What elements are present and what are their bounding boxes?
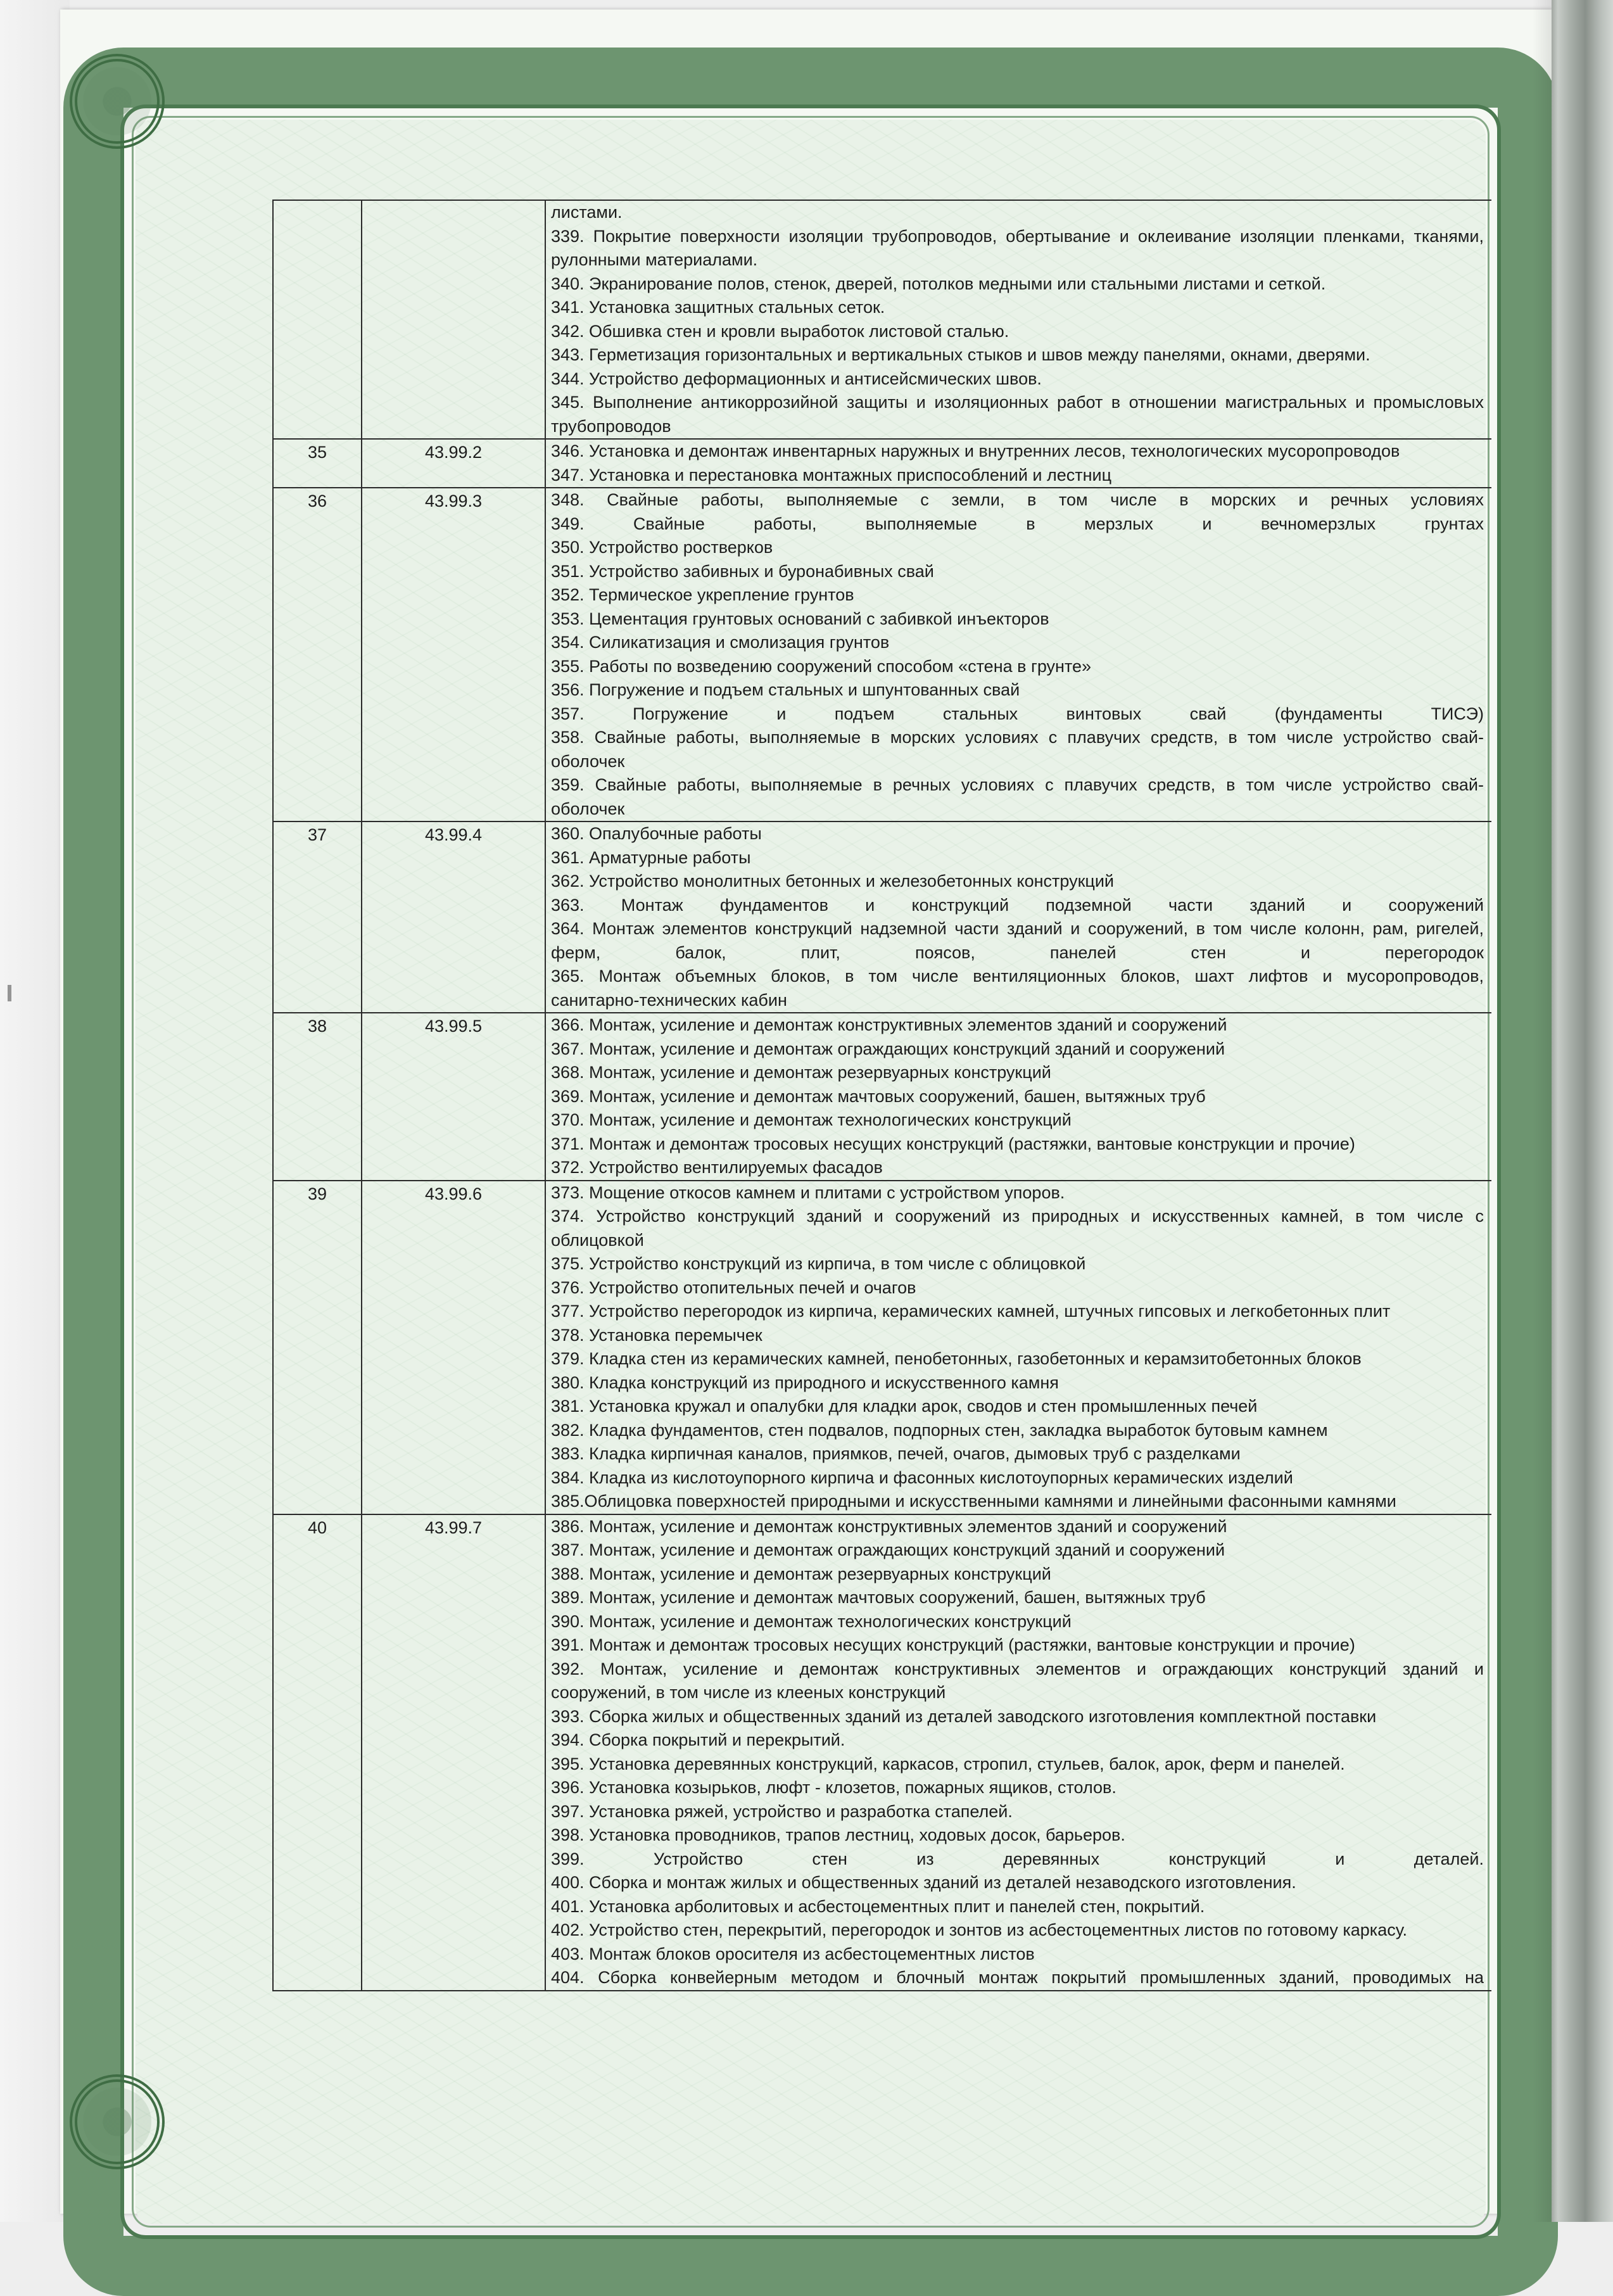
work-type-line: 375. Устройство конструкций из кирпича, в том числе с облицовкой: [551, 1254, 1086, 1273]
work-type-line: 358. Свайные работы, выполняемые в морских условиях с плавучих средств, в том числе устройство свай-: [551, 728, 1484, 747]
work-type-line: трубопроводов: [551, 416, 671, 436]
work-type-line: 343. Герметизация горизонтальных и вертикальных стыков и швов между панелями, окнами, дверями.: [551, 345, 1370, 364]
row-number: 36: [307, 492, 327, 511]
work-type-line: 350. Устройство ростверков: [551, 538, 773, 557]
work-type-line: санитарно-технических кабин: [551, 990, 787, 1010]
table-row: [273, 488, 1491, 821]
work-type-line: 352. Термическое укрепление грунтов: [551, 585, 854, 604]
table-row: [273, 439, 1491, 488]
work-type-line: 377. Устройство перегородок из кирпича, керамических камней, штучных гипсовых и легкобетонных плит: [551, 1302, 1391, 1321]
work-type-line: 354. Силикатизация и смолизация грунтов: [551, 633, 890, 652]
work-type-line: 384. Кладка из кислотоупорного кирпича и фасонных кислотоупорных керамических изделий: [551, 1468, 1293, 1487]
work-type-line: 403. Монтаж блоков оросителя из асбестоцементных листов: [551, 1944, 1035, 1963]
work-type-line: листами.: [551, 203, 623, 222]
work-type-line: 380. Кладка конструкций из природного и искусственного камня: [551, 1373, 1059, 1392]
work-type-line: 379. Кладка стен из керамических камней, пенобетонных, газобетонных и керамзитобетонных блоков: [551, 1349, 1362, 1368]
work-type-line: 388. Монтаж, усиление и демонтаж резервуарных конструкций: [551, 1564, 1051, 1583]
okved-code-cell: [362, 1181, 545, 1514]
work-type-line: 361. Арматурные работы: [551, 847, 751, 867]
works-table-body: [273, 200, 1491, 1991]
work-type-line: 373. Мощение откосов камнем и плитами с устройством упоров.: [551, 1183, 1065, 1202]
work-type-line: 339. Покрытие поверхности изоляции трубопроводов, обертывание и оклеивание изоляции пленками, тканями,: [551, 226, 1484, 246]
work-type-line: 355. Работы по возведению сооружений способом «стена в грунте»: [551, 656, 1092, 676]
work-type-line: 365. Монтаж объемных блоков, в том числе вентиляционных блоков, шахт лифтов и мусоропроводов,: [551, 967, 1484, 986]
work-type-line: 348. Свайные работы, выполняемые с земли, в том числе в морских и речных условиях: [551, 490, 1484, 509]
work-type-line: 351. Устройство забивных и буронабивных свай: [551, 561, 934, 581]
table-row: [273, 200, 1491, 439]
work-types-cell: [545, 821, 1491, 1013]
row-number-cell: [273, 1181, 362, 1514]
row-number: 35: [307, 443, 327, 462]
adjacent-page-edge: [1552, 0, 1613, 2222]
work-types-cell: [545, 200, 1491, 439]
work-type-line: 341. Установка защитных стальных сеток.: [551, 298, 885, 317]
work-type-line: 397. Установка ряжей, устройство и разработка стапелей.: [551, 1801, 1013, 1821]
corner-rosette-bottom-left: [70, 2074, 165, 2169]
work-type-line: 383. Кладка кирпичная каналов, приямков, печей, очагов, дымовых труб с разделками: [551, 1444, 1241, 1463]
row-number: 39: [307, 1184, 327, 1203]
work-type-line: 370. Монтаж, усиление и демонтаж технологических конструкций: [551, 1110, 1072, 1129]
work-type-line: 371. Монтаж и демонтаж тросовых несущих конструкций (растяжки, вантовые конструкции и прочие): [551, 1134, 1355, 1153]
work-type-line: 395. Установка деревянных конструкций, каркасов, стропил, стульев, балок, арок, ферм и панелей.: [551, 1754, 1345, 1773]
work-type-line: 346. Установка и демонтаж инвентарных наружных и внутренних лесов, технологических мусоропроводов: [551, 441, 1400, 460]
table-area: [272, 200, 1491, 2055]
row-number: [274, 201, 361, 202]
okved-code: 43.99.6: [424, 1184, 483, 1203]
work-type-line: 381. Установка кружал и опалубки для кладки арок, сводов и стен промышленных печей: [551, 1397, 1258, 1416]
table-row: [273, 1514, 1491, 1991]
work-type-line: 398. Установка проводников, трапов лестниц, ходовых досок, барьеров.: [551, 1825, 1125, 1844]
work-type-line: 356. Погружение и подъем стальных и шпунтованных свай: [551, 680, 1020, 699]
okved-code-cell: [362, 821, 545, 1013]
work-type-line: 382. Кладка фундаментов, стен подвалов, подпорных стен, закладка выработок бутовым камнем: [551, 1420, 1328, 1440]
okved-code: 43.99.7: [424, 1518, 483, 1537]
works-table: [272, 200, 1491, 1991]
work-type-line: 372. Устройство вентилируемых фасадов: [551, 1158, 883, 1177]
okved-code: 43.99.3: [424, 492, 483, 511]
work-type-line: 385.Облицовка поверхностей природными и искусственными камнями и линейными фасонными камнями: [551, 1492, 1396, 1511]
work-type-line: облицовкой: [551, 1230, 644, 1250]
row-number: 38: [307, 1017, 327, 1036]
work-type-line: 345. Выполнение антикоррозийной защиты и изоляционных работ в отношении магистральных и промысловых: [551, 393, 1484, 412]
work-type-line: 394. Сборка покрытий и перекрытий.: [551, 1730, 845, 1749]
work-type-line: рулонными материалами.: [551, 250, 758, 269]
okved-code-cell: [362, 1514, 545, 1991]
work-type-line: 357. Погружение и подъем стальных винтовых свай (фундаменты ТИСЭ): [551, 704, 1484, 723]
work-type-line: 363. Монтаж фундаментов и конструкций подземной части зданий и сооружений: [551, 895, 1484, 915]
work-type-line: 340. Экранирование полов, стенок, дверей, потолков медными или стальными листами и сеткой.: [551, 274, 1326, 293]
work-type-line: 374. Устройство конструкций зданий и сооружений из природных и искусственных камней, в том числе с: [551, 1207, 1484, 1226]
work-type-line: 400. Сборка и монтаж жилых и общественных зданий из деталей незаводского изготовления.: [551, 1873, 1296, 1892]
okved-code: 43.99.5: [424, 1017, 483, 1036]
work-type-line: 362. Устройство монолитных бетонных и железобетонных конструкций: [551, 872, 1115, 891]
table-row: [273, 1181, 1491, 1514]
work-type-line: 342. Обшивка стен и кровли выработок листовой сталью.: [551, 321, 1009, 341]
work-type-line: оболочек: [551, 799, 625, 818]
work-type-line: 386. Монтаж, усиление и демонтаж конструктивных элементов зданий и сооружений: [551, 1516, 1227, 1536]
work-type-line: 387. Монтаж, усиление и демонтаж ограждающих конструкций зданий и сооружений: [551, 1540, 1225, 1559]
work-type-line: ферм, балок, плит, поясов, панелей стен и перегородок: [551, 942, 1484, 962]
work-type-line: 390. Монтаж, усиление и демонтаж технологических конструкций: [551, 1611, 1072, 1631]
work-type-line: 393. Сборка жилых и общественных зданий из деталей заводского изготовления комплектной поставки: [551, 1706, 1377, 1726]
okved-code: 43.99.2: [424, 443, 483, 462]
okved-code: [362, 201, 545, 202]
work-type-line: 360. Опалубочные работы: [551, 824, 762, 843]
okved-code-cell: [362, 488, 545, 821]
work-types-cell: [545, 488, 1491, 821]
work-type-line: 376. Устройство отопительных печей и очагов: [551, 1278, 916, 1297]
work-types-cell: [545, 439, 1491, 488]
work-type-line: 344. Устройство деформационных и антисейсмических швов.: [551, 369, 1042, 388]
work-type-line: 364. Монтаж элементов конструкций надземной части зданий и сооружений, в том числе колонн, рам, ригелей,: [551, 919, 1484, 938]
okved-code-cell: [362, 1013, 545, 1181]
okved-code-cell: [362, 200, 545, 439]
work-type-line: 378. Установка перемычек: [551, 1325, 762, 1345]
work-type-line: 404. Сборка конвейерным методом и блочный монтаж покрытий промышленных зданий, проводимых на: [551, 1968, 1484, 1987]
corner-rosette-top-left: [70, 54, 165, 149]
work-type-line: 353. Цементация грунтовых оснований с забивкой инъекторов: [551, 609, 1049, 628]
scan-margin: [0, 0, 70, 2222]
okved-code: 43.99.4: [424, 825, 483, 844]
table-row: [273, 821, 1491, 1013]
work-type-line: 368. Монтаж, усиление и демонтаж резервуарных конструкций: [551, 1063, 1051, 1082]
work-types-cell: [545, 1013, 1491, 1181]
work-type-line: 367. Монтаж, усиление и демонтаж ограждающих конструкций зданий и сооружений: [551, 1039, 1225, 1058]
work-type-line: оболочек: [551, 751, 625, 771]
row-number-cell: [273, 821, 362, 1013]
row-number: 37: [307, 825, 327, 844]
row-number: 40: [307, 1518, 327, 1537]
work-type-line: 347. Установка и перестановка монтажных приспособлений и лестниц: [551, 465, 1112, 485]
row-number-cell: [273, 488, 362, 821]
work-type-line: 366. Монтаж, усиление и демонтаж конструктивных элементов зданий и сооружений: [551, 1015, 1227, 1034]
table-row: [273, 1013, 1491, 1181]
row-number-cell: [273, 439, 362, 488]
work-type-line: 391. Монтаж и демонтаж тросовых несущих конструкций (растяжки, вантовые конструкции и прочие): [551, 1635, 1355, 1654]
work-type-line: сооружений, в том числе из клееных конструкций: [551, 1683, 946, 1702]
okved-code-cell: [362, 439, 545, 488]
work-type-line: 402. Устройство стен, перекрытий, перегородок и зонтов из асбестоцементных листов по готовому каркасу.: [551, 1920, 1408, 1939]
work-type-line: 359. Свайные работы, выполняемые в речных условиях с плавучих средств, в том числе устройство свай-: [551, 775, 1484, 794]
work-type-line: 399. Устройство стен из деревянных конструкций и деталей.: [551, 1849, 1484, 1868]
work-type-line: 396. Установка козырьков, люфт - клозетов, пожарных ящиков, столов.: [551, 1778, 1116, 1797]
row-number-cell: [273, 1013, 362, 1181]
work-type-line: 392. Монтаж, усиление и демонтаж конструктивных элементов и ограждающих конструкций зданий и: [551, 1659, 1484, 1678]
work-type-line: 401. Установка арболитовых и асбестоцементных плит и панелей стен, покрытий.: [551, 1896, 1205, 1916]
work-type-line: 389. Монтаж, усиление и демонтаж мачтовых сооружений, башен, вытяжных труб: [551, 1588, 1206, 1607]
row-number-cell: [273, 1514, 362, 1991]
work-types-cell: [545, 1514, 1491, 1991]
work-types-cell: [545, 1181, 1491, 1514]
work-type-line: 369. Монтаж, усиление и демонтаж мачтовых сооружений, башен, вытяжных труб: [551, 1086, 1206, 1106]
scan-speck: [8, 985, 11, 1001]
work-type-line: 349. Свайные работы, выполняемые в мерзлых и вечномерзлых грунтах: [551, 514, 1484, 533]
row-number-cell: [273, 200, 362, 439]
